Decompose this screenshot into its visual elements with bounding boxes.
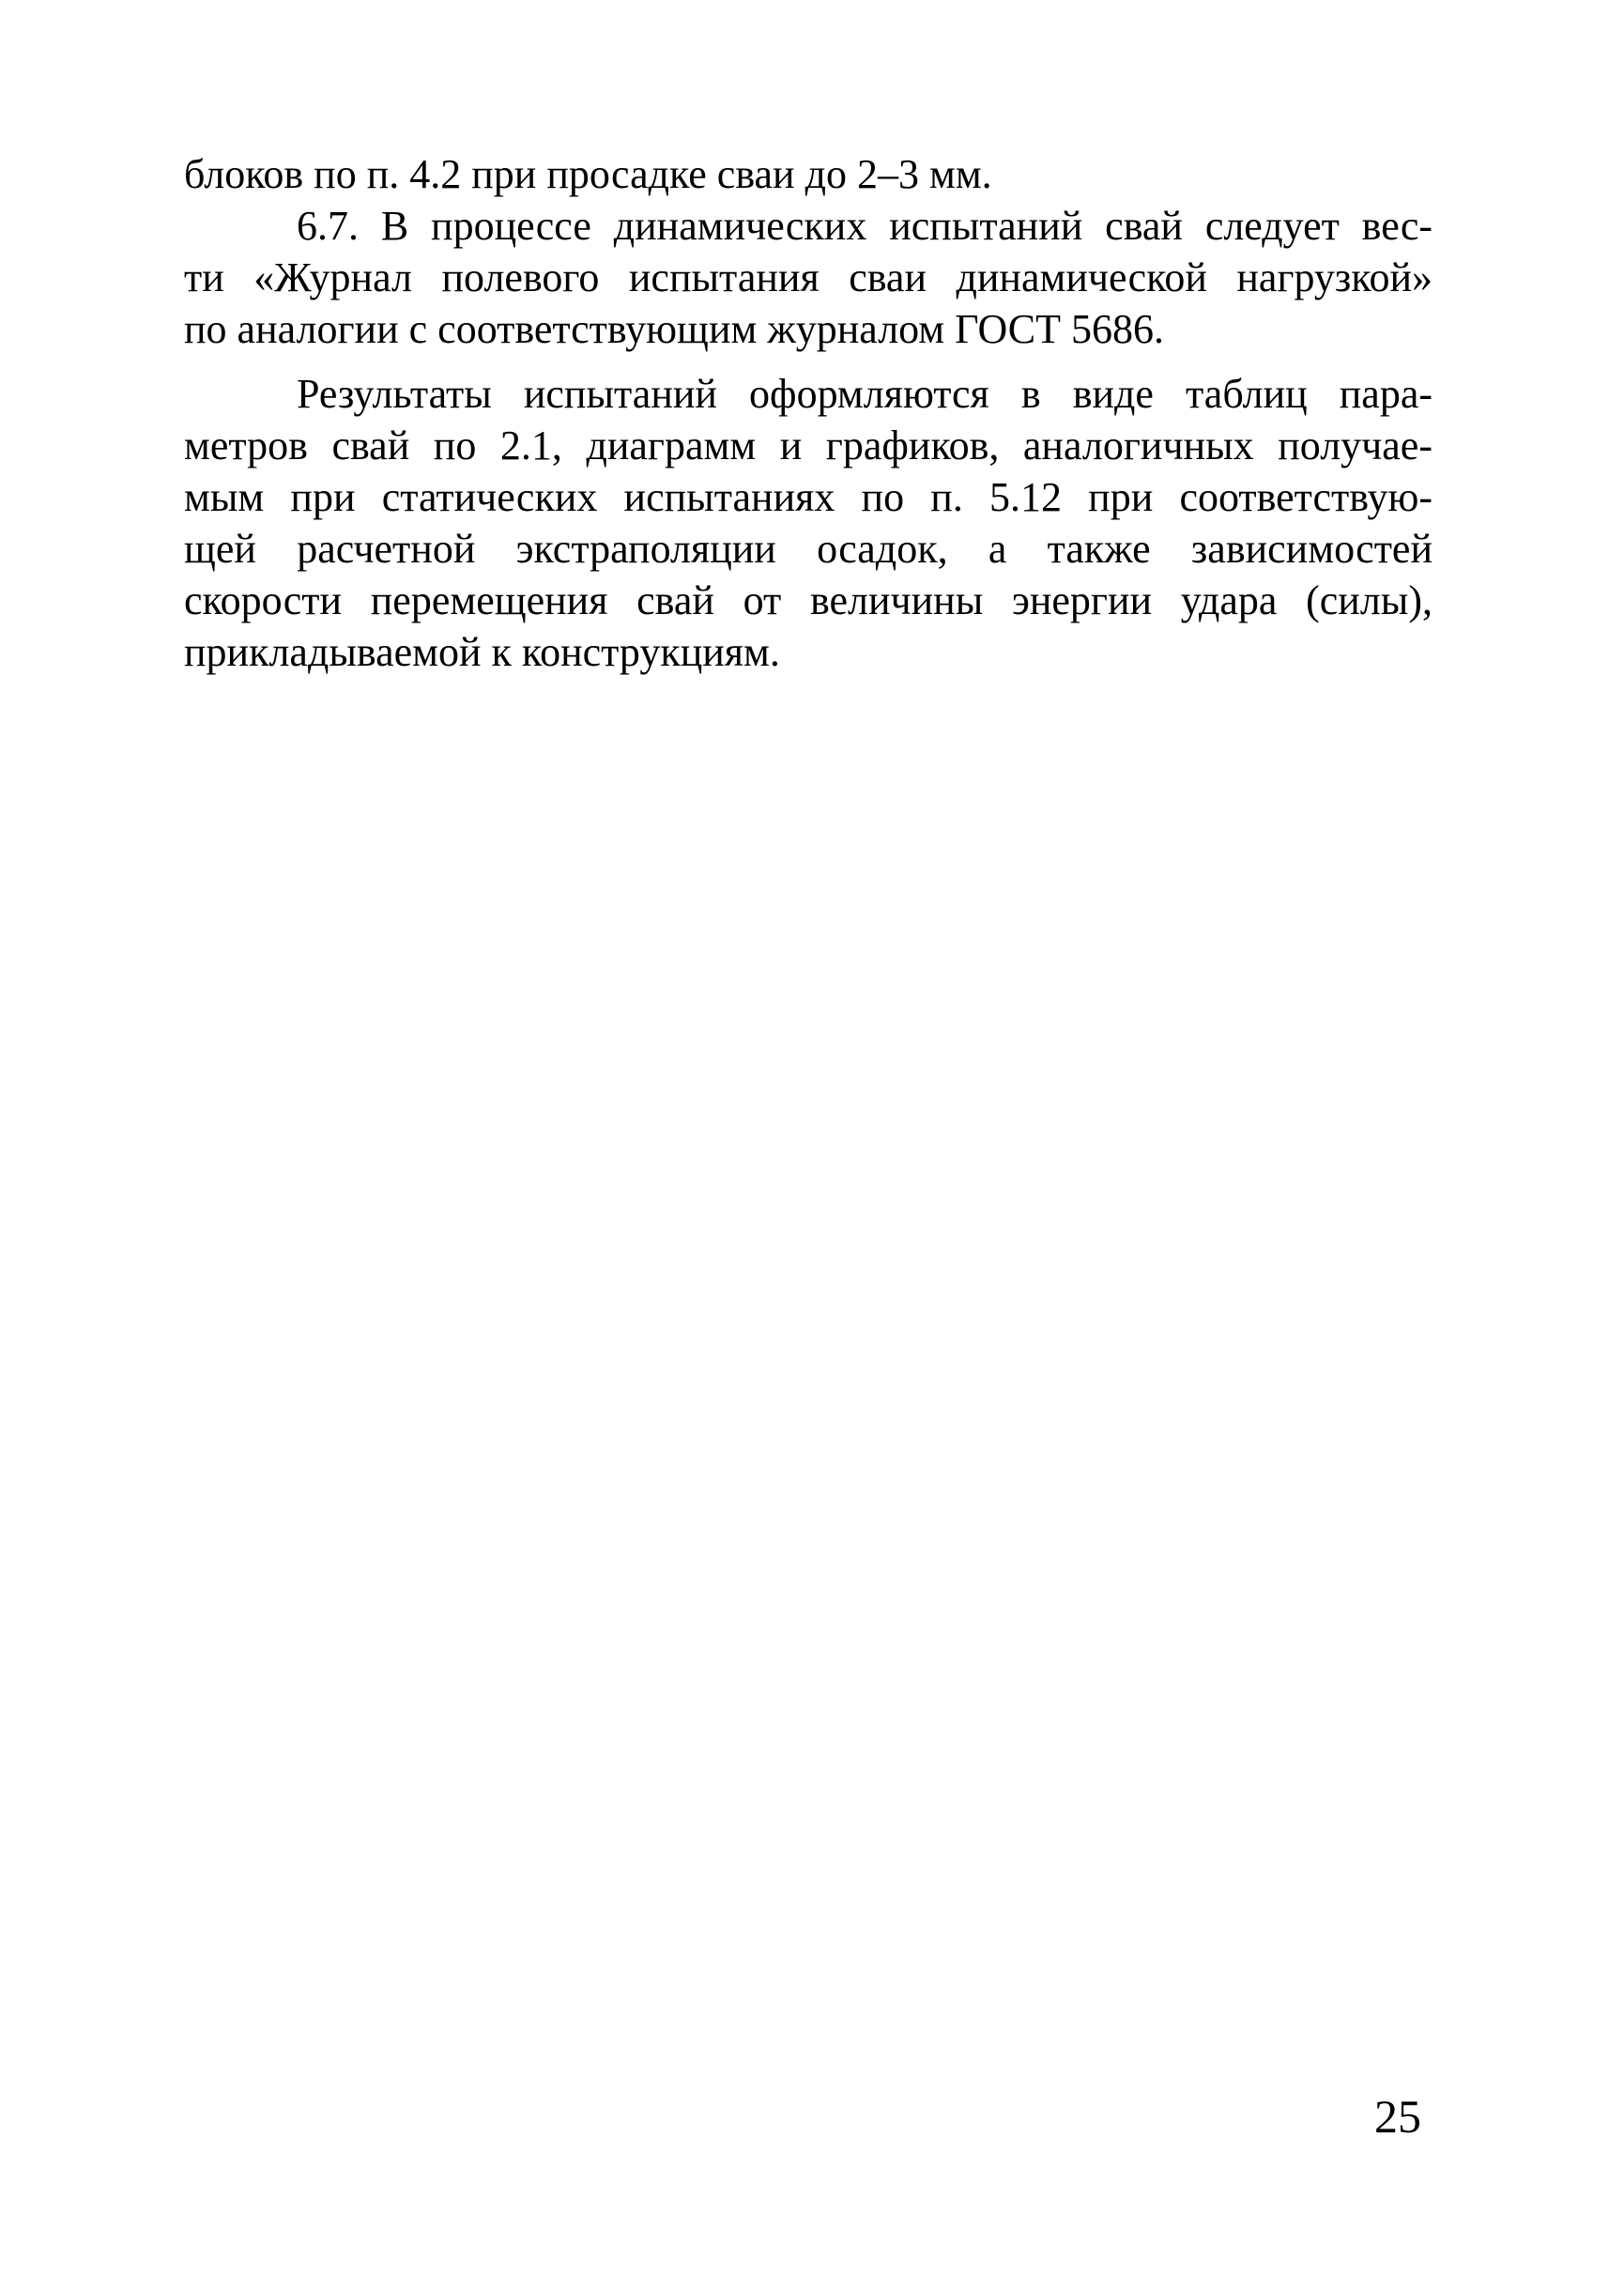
text-line: щей расчетной экстраполяции осадок, а также зависимостей [184,526,1432,572]
text-line: скорости перемещения свай от величины энергии удара (силы), [184,577,1432,623]
text-line: мым при статических испытаниях по п. 5.12 при соответствую- [184,474,1432,520]
text-line: ти «Журнал полевого испытания сваи динамической нагрузкой» [184,254,1432,300]
text-line: по аналогии с соответствующим журналом ГОСТ 5686. [184,306,1165,352]
paragraph-gap [184,355,1432,368]
body-text [184,148,1432,678]
page-number: 25 [1374,2090,1421,2142]
text-line: 6.7. В процессе динамических испытаний свай следует вес- [297,203,1432,249]
text-line: блоков по п. 4.2 при просадке сваи до 2–3 мм. [184,151,992,197]
text-line: Результаты испытаний оформляются в виде таблиц пара- [297,371,1432,417]
text-line: метров свай по 2.1, диаграмм и графиков, аналогичных получае- [184,422,1432,468]
text-line: прикладываемой к конструкциям. [184,629,780,675]
